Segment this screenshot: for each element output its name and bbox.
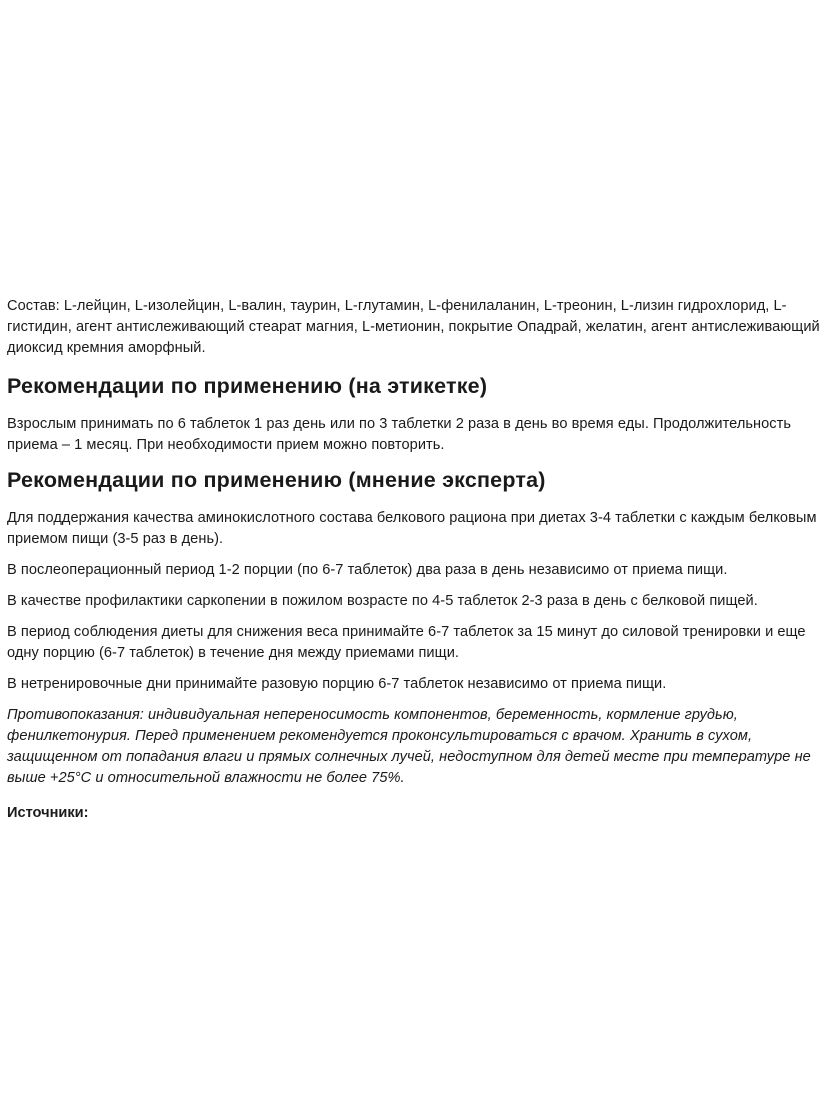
composition-text: Состав: L-лейцин, L-изолейцин, L-валин, таурин, L-глутамин, L-фенилаланин, L-треонин, L-лизин гидрохлорид, L-гистидин, агент антислеживающий стеарат магния, L-метионин, покрытие Опадрай, желатин, агент антислеживающий диоксид кремния аморфный.: [7, 298, 820, 356]
sources-heading: Источники:: [7, 805, 89, 821]
document-content: [7, 296, 829, 821]
label-recommendations-heading: Рекомендации по применению (на этикетке): [7, 374, 488, 398]
expert-paragraph-rest-days: В нетренировочные дни принимайте разовую порцию 6-7 таблеток независимо от приема пищи.: [7, 676, 667, 692]
expert-paragraph-diet: Для поддержания качества аминокислотного состава белкового рациона при диетах 3-4 таблетки с каждым белковым приемом пищи (3-5 раз в день).: [7, 510, 817, 547]
label-recommendations-text: Взрослым принимать по 6 таблеток 1 раз день или по 3 таблетки 2 раза в день во время еды. Продолжительность приема – 1 месяц. При необходимости прием можно повторить.: [7, 416, 792, 453]
expert-paragraph-weight-loss: В период соблюдения диеты для снижения веса принимайте 6-7 таблеток за 15 минут до силовой тренировки и еще одну порцию (6-7 таблеток) в течение дня между приемами пищи.: [7, 624, 806, 661]
expert-paragraph-postoperative: В послеоперационный период 1-2 порции (по 6-7 таблеток) два раза в день независимо от приема пищи.: [7, 562, 728, 578]
expert-recommendations-heading: Рекомендации по применению (мнение эксперта): [7, 468, 546, 492]
cut-off-sources-line: [7, 799, 829, 821]
contraindications-warning: Противопоказания: индивидуальная непереносимость компонентов, беременность, кормление грудью, фенилкетонурия. Перед применением рекомендуется проконсультироваться с врачом. Хранить в сухом, защищенном от попадания влаги и прямых солнечных лучей, недоступном для детей месте при температуре не выше +25°C и относительной влажности не более 75%.: [7, 707, 811, 786]
expert-paragraph-sarcopenia: В качестве профилактики саркопении в пожилом возрасте по 4-5 таблеток 2-3 раза в день с белковой пищей.: [7, 593, 758, 609]
